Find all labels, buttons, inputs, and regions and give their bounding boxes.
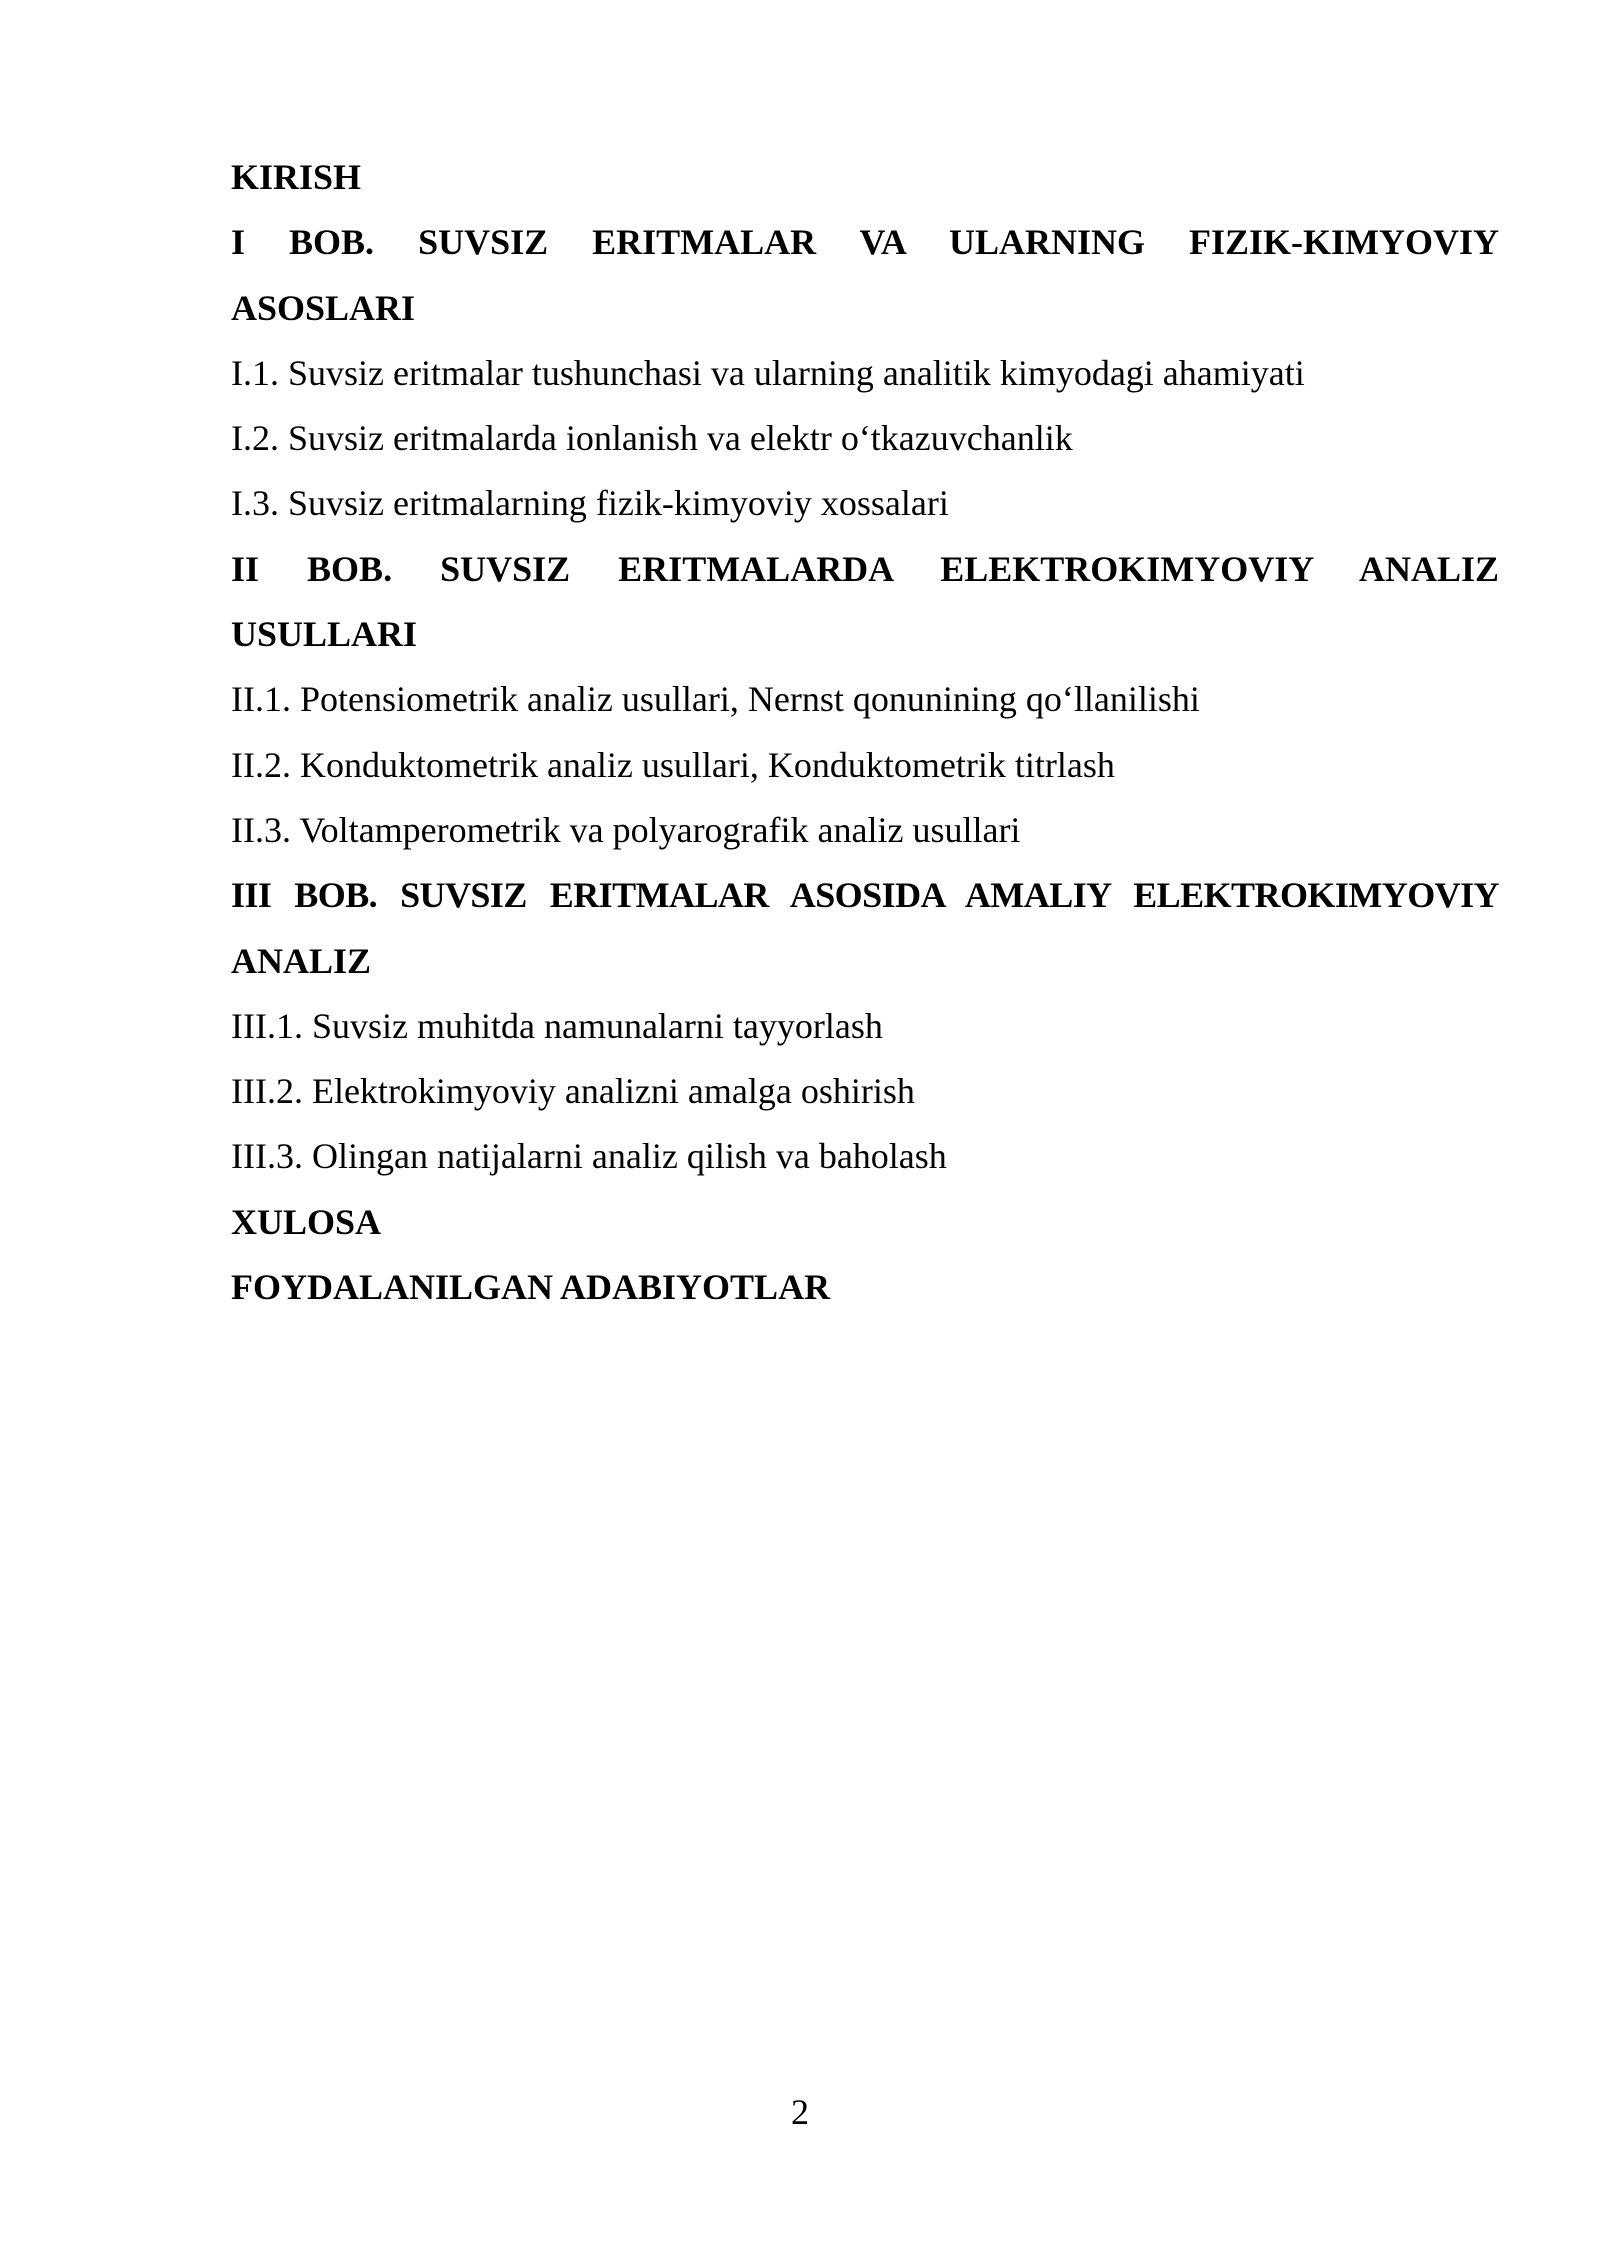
toc-chapter-3-title-line-2: ANALIZ: [231, 940, 372, 981]
toc-section-2-1: II.1. Potensiometrik analiz usullari, Nernst qonunining qo‘llanilishi: [231, 679, 1200, 720]
toc-section-2-3: II.3. Voltamperometrik va polyarografik analiz usullari: [231, 809, 1021, 850]
toc-section-1-3: I.3. Suvsiz eritmalarning fizik-kimyoviy xossalari: [231, 483, 949, 524]
toc-section-3-3: III.3. Olingan natijalarni analiz qilish va baholash: [231, 1136, 947, 1177]
toc-intro: KIRISH: [231, 157, 362, 197]
toc-references: FOYDALANILGAN ADABIYOTLAR: [231, 1267, 831, 1308]
toc-chapter-2: [231, 537, 1499, 668]
toc-section-2-2: II.2. Konduktometrik analiz usullari, Konduktometrik titrlash: [231, 744, 1115, 785]
toc-chapter-3: [231, 863, 1499, 994]
toc-chapter-2-title-line-1: II BOB. SUVSIZ ERITMALARDA ELEKTROKIMYOVIY ANALIZ: [231, 548, 1499, 589]
toc-section-1-1: I.1. Suvsiz eritmalar tushunchasi va ularning analitik kimyodagi ahamiyati: [231, 352, 1305, 393]
table-of-contents: [231, 145, 1499, 1320]
toc-chapter-1: [231, 210, 1499, 341]
toc-chapter-3-title-line-1: III BOB. SUVSIZ ERITMALAR ASOSIDA AMALIY ELEKTROKIMYOVIY: [231, 875, 1499, 916]
toc-section-3-2: III.2. Elektrokimyoviy analizni amalga oshirish: [231, 1071, 915, 1112]
toc-conclusion: XULOSA: [231, 1201, 382, 1242]
toc-chapter-1-title-line-2: ASOSLARI: [231, 287, 416, 328]
page-number: 2: [791, 2092, 809, 2132]
toc-section-1-2: I.2. Suvsiz eritmalarda ionlanish va elektr o‘tkazuvchanlik: [231, 418, 1073, 459]
toc-section-3-1: III.1. Suvsiz muhitda namunalarni tayyorlash: [231, 1005, 883, 1046]
toc-chapter-1-title-line-1: I BOB. SUVSIZ ERITMALAR VA ULARNING FIZIK-KIMYOVIY: [231, 222, 1499, 263]
toc-chapter-2-title-line-2: USULLARI: [231, 614, 418, 655]
